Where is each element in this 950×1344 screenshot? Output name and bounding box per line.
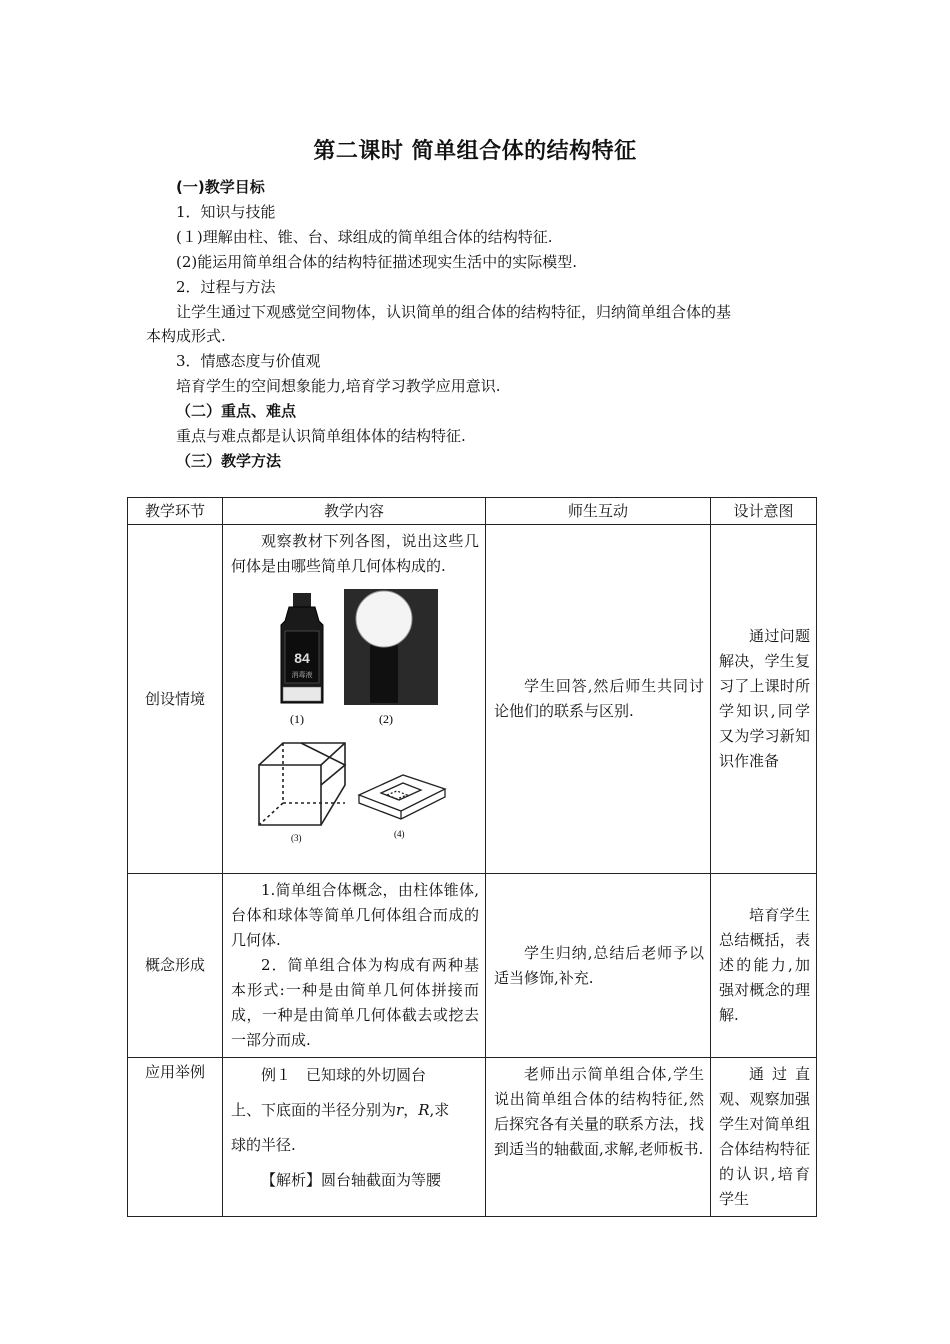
objective-process: 2．过程与方法	[176, 278, 276, 296]
header-interaction: 师生互动	[486, 498, 711, 525]
sphere-cylinder-figure	[344, 589, 438, 705]
truncated-cube-figure	[259, 743, 345, 825]
header-stage: 教学环节	[128, 498, 223, 525]
content-text: 观察教材下列各图，说出这些几何体是由哪些简单几何体构成的.	[231, 532, 479, 575]
section-keypoints-heading: （二）重点、难点	[176, 402, 297, 420]
example-separator: ，	[403, 1101, 419, 1119]
objective-knowledge-1: (１)理解由柱、锥、台、球组成的简单组合体的结构特征.	[176, 228, 553, 246]
figure-label-2: (2)	[379, 712, 393, 726]
bottle-label-number: 84	[294, 650, 310, 666]
intent-cell	[711, 874, 817, 1058]
radius-r: r	[396, 1101, 404, 1119]
example-text: 上、下底面的半径分别为	[231, 1101, 397, 1119]
section-objectives-heading: (一)教学目标	[176, 178, 265, 196]
intent-cell	[711, 1058, 817, 1217]
intent-text: 通过问题解决，学生复习了上课时所学知识,同学又为学习新知识作准备	[719, 627, 810, 770]
concept-paragraph-1: 1.简单组合体概念，由柱体锥体,台体和球体等简单几何体组合而成的几何体.	[231, 881, 479, 949]
intent-text: 培育学生总结概括，表述的能力,加强对概念的理解.	[719, 906, 810, 1024]
bottle-figure	[281, 593, 323, 703]
hollowed-slab-figure	[359, 775, 445, 819]
stage-cell: 创设情境	[128, 525, 223, 874]
interaction-text: 老师出示简单组合体,学生说出简单组合体的结构特征,然后探究各有关量的联系方法，找到适当的轴截面,求解,老师板书.	[494, 1065, 705, 1158]
table-row	[128, 1058, 817, 1217]
figures	[231, 585, 479, 843]
figure-label-3: (3)	[291, 833, 302, 843]
intent-text: 通过直观、观察加强学生对简单组合体结构特征的认识,培育学生	[719, 1065, 810, 1208]
geometry-figures	[231, 585, 481, 843]
example-line-2	[231, 1093, 479, 1128]
radius-R: R	[418, 1101, 430, 1119]
content-cell	[223, 525, 486, 874]
header-intent: 设计意图	[711, 498, 817, 525]
keypoints-text: 重点与难点都是认识简单组体体的结构特征.	[176, 427, 466, 445]
objective-process-text: 让学生通过下观感觉空间物体，认识简单的组合体的结构特征，归纳简单组合体的基	[176, 303, 732, 321]
intent-cell	[711, 525, 817, 874]
objective-knowledge: 1．知识与技能	[176, 203, 276, 221]
stage-cell: 应用举例	[128, 1058, 223, 1217]
objective-knowledge-2: (2)能运用简单组合体的结构特征描述现实生活中的实际模型.	[176, 253, 578, 271]
figure-label-1: (1)	[290, 712, 304, 726]
objective-attitude-text: 培育学生的空间想象能力,培育学习教学应用意识.	[176, 377, 501, 395]
example-text-end: ,求	[429, 1101, 450, 1119]
objective-attitude: 3．情感态度与价值观	[176, 352, 321, 370]
example-line-1: 例１ 已知球的外切圆台	[261, 1066, 427, 1084]
table-row	[128, 874, 817, 1058]
figure-label-4: (4)	[394, 829, 405, 839]
bottle-label-text: 消毒液	[291, 671, 313, 679]
example-line-3: 球的半径.	[231, 1136, 296, 1154]
stage-cell: 概念形成	[128, 874, 223, 1058]
concept-paragraph-2: 2．简单组合体为构成有两种基本形式:一种是由简单几何体拼接而成，一种是由简单几何体截去或挖去一部分而成.	[231, 956, 479, 1049]
interaction-text: 学生回答,然后师生共同讨论他们的联系与区别.	[494, 677, 704, 720]
section-methods-heading: （三）教学方法	[176, 452, 282, 470]
table-header-row	[128, 498, 817, 525]
interaction-cell	[486, 874, 711, 1058]
header-content: 教学内容	[223, 498, 486, 525]
interaction-text: 学生归纳,总结后老师予以适当修饰,补充.	[494, 943, 704, 987]
interaction-cell	[486, 1058, 711, 1217]
content-cell	[223, 1058, 486, 1217]
interaction-cell	[486, 525, 711, 874]
objective-process-text-cont: 本构成形式.	[146, 327, 226, 345]
example-solution: 【解析】圆台轴截面为等腰	[261, 1171, 442, 1189]
table-row	[128, 525, 817, 874]
content-cell	[223, 874, 486, 1058]
lesson-table	[127, 497, 817, 1217]
page-title: 第二课时 简单组合体的结构特征	[313, 139, 637, 164]
